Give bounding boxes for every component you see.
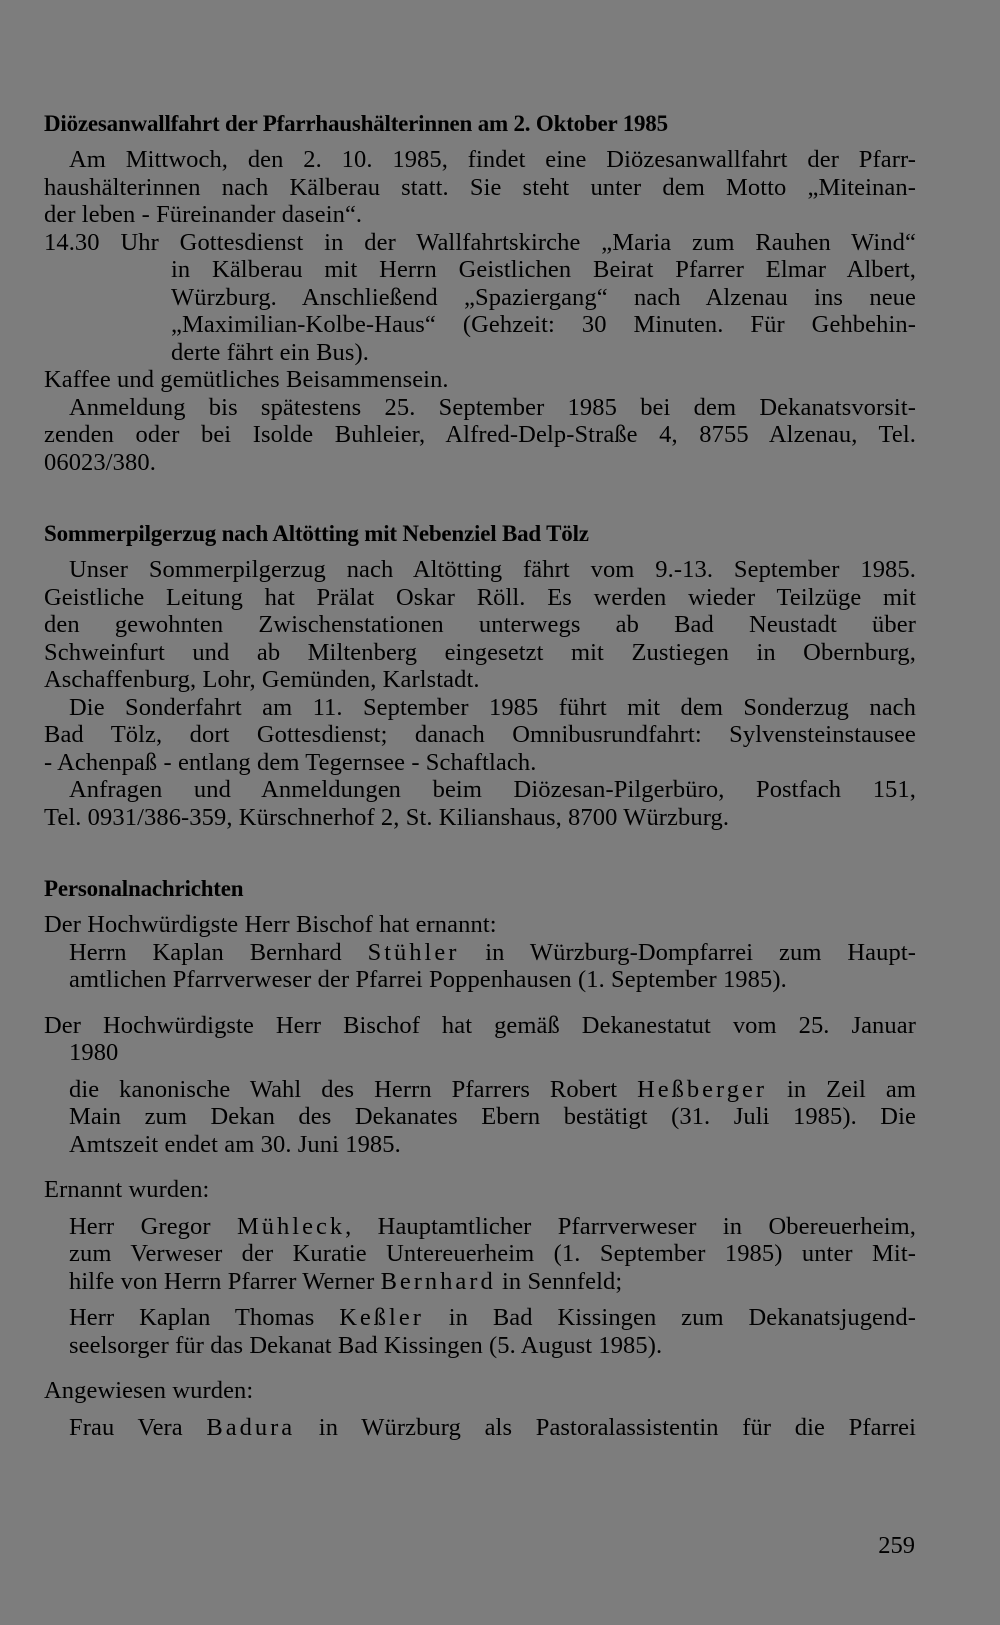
person-name: Heßberger (637, 1075, 768, 1103)
paragraph-line: Würzburg. Anschließend „Spaziergang“ nach Alzenau ins neue (171, 283, 916, 311)
paragraph-line: „Maximilian-Kolbe-Haus“ (Gehzeit: 30 Minuten. Für Gehbehin- (171, 311, 916, 338)
paragraph-line: Ernannt wurden: (44, 1176, 210, 1203)
person-name: Stühler (367, 938, 460, 966)
paragraph-line: Am Mittwoch, den 2. 10. 1985, findet eine Diözesanwallfahrt der Pfarr- (69, 146, 916, 173)
paragraph-line: amtlichen Pfarrverweser der Pfarrei Poppenhausen (1. September 1985). (69, 966, 787, 993)
document-page (44, 110, 916, 1441)
paragraph-line: Die Sonderfahrt am 11. September 1985 führt mit dem Sonderzug nach (69, 693, 916, 721)
paragraph-line: zenden oder bei Isolde Buhleier, Alfred-Delp-Straße 4, 8755 Alzenau, Tel. (44, 421, 916, 448)
paragraph-line: den gewohnten Zwischenstationen unterwegs ab Bad Neustadt über (44, 611, 916, 638)
section-heading-personalnachrichten: Personalnachrichten (44, 876, 244, 901)
paragraph-line: die kanonische Wahl des Herrn Pfarrers Robert Heßberger in Zeil am (69, 1075, 916, 1103)
paragraph-line: Der Hochwürdigste Herr Bischof hat gemäß Dekanestatut vom 25. Januar (44, 1011, 916, 1039)
person-name: Badura (206, 1413, 296, 1441)
person-name: Keßler (339, 1304, 424, 1331)
paragraph-line: derte fährt ein Bus). (171, 338, 370, 366)
paragraph-line: Amtszeit endet am 30. Juni 1985. (69, 1130, 401, 1158)
paragraph-line: Angewiesen wurden: (44, 1377, 254, 1404)
paragraph-line: Tel. 0931/386-359, Kürschnerhof 2, St. Kilianshaus, 8700 Würzburg. (44, 803, 730, 831)
paragraph-line: 06023/380. (44, 448, 156, 476)
paragraph-line: Main zum Dekan des Dekanates Ebern bestätigt (31. Juli 1985). Die (69, 1103, 916, 1130)
paragraph-line: Aschaffenburg, Lohr, Gemünden, Karlstadt. (44, 666, 480, 693)
section-heading-sommerpilgerzug: Sommerpilgerzug nach Altötting mit Nebenziel Bad Tölz (44, 521, 589, 546)
paragraph-line: Der Hochwürdigste Herr Bischof hat ernannt: (44, 911, 497, 938)
paragraph-line: Unser Sommerpilgerzug nach Altötting fährt vom 9.-13. September 1985. (69, 556, 916, 583)
paragraph-line: zum Verweser der Kuratie Untereuerheim (1. September 1985) unter Mit- (69, 1240, 916, 1267)
paragraph-line: hilfe von Herrn Pfarrer Werner Bernhard in Sennfeld; (69, 1267, 623, 1295)
paragraph-line: Anmeldung bis spätestens 25. September 1985 bei dem Dekanatsvorsit- (69, 393, 916, 421)
paragraph-line: 14.30 Uhr Gottesdienst in der Wallfahrtskirche „Maria zum Rauhen Wind“ (44, 228, 916, 256)
paragraph-line: in Kälberau mit Herrn Geistlichen Beirat Pfarrer Elmar Albert, (171, 256, 916, 283)
paragraph-line: Geistliche Leitung hat Prälat Oskar Röll. Es werden wieder Teilzüge mit (44, 583, 916, 611)
paragraph-line: Anfragen und Anmeldungen beim Diözesan-Pilgerbüro, Postfach 151, (69, 776, 916, 803)
paragraph-line: Herr Kaplan Thomas Keßler in Bad Kissingen zum Dekanatsjugend- (69, 1304, 916, 1331)
person-name: Bernhard (380, 1267, 496, 1295)
person-name: Mühleck (236, 1212, 346, 1240)
paragraph-line: Herr Gregor Mühleck, Hauptamtlicher Pfarrverweser in Obereuerheim, (69, 1212, 916, 1240)
page-number: 259 (878, 1532, 915, 1559)
paragraph-line: Kaffee und gemütliches Beisammensein. (44, 366, 449, 393)
paragraph-line: haushälterinnen nach Kälberau statt. Sie steht unter dem Motto „Miteinan- (44, 173, 916, 201)
section-heading-diozesanwallfahrt: Diözesanwallfahrt der Pfarrhaushälterinnen am 2. Oktober 1985 (44, 111, 668, 136)
paragraph-line: - Achenpaß - entlang dem Tegernsee - Schaftlach. (44, 748, 537, 776)
paragraph-line: 1980 (69, 1039, 119, 1066)
paragraph-line: Herrn Kaplan Bernhard Stühler in Würzburg-Dompfarrei zum Haupt- (69, 938, 916, 966)
paragraph-line: seelsorger für das Dekanat Bad Kissingen (5. August 1985). (69, 1331, 663, 1359)
paragraph-line: Bad Tölz, dort Gottesdienst; danach Omnibusrundfahrt: Sylvensteinstausee (44, 721, 916, 748)
paragraph-line: Frau Vera Badura in Würzburg als Pastoralassistentin für die Pfarrei (69, 1413, 916, 1441)
paragraph-line: der leben - Füreinander dasein“. (44, 201, 363, 228)
paragraph-line: Schweinfurt und ab Miltenberg eingesetzt mit Zustiegen in Obernburg, (44, 638, 916, 666)
